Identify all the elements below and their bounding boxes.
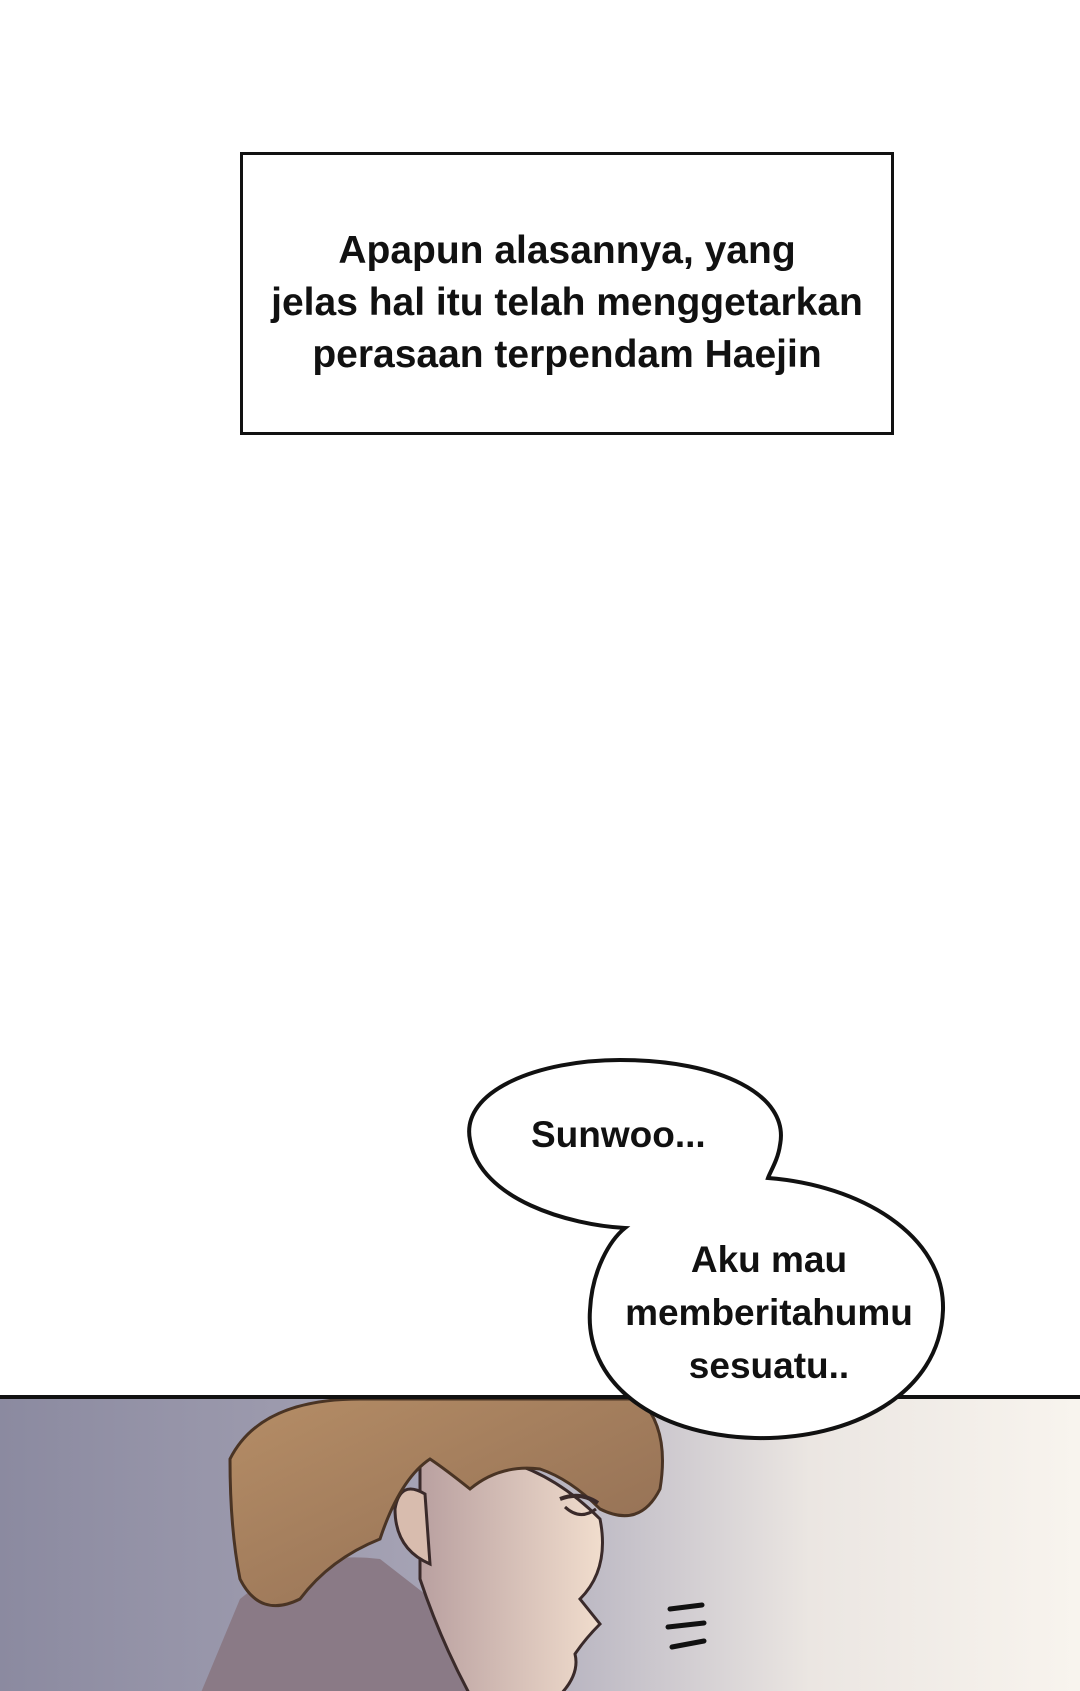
speech-bubble-2-line-1: Aku mau	[690, 1239, 848, 1280]
narration-line-3: perasaan terpendam Haejin	[312, 333, 822, 376]
speech-bubble-1-text: Sunwoo...	[531, 1114, 706, 1155]
narration-line-1: Apapun alasannya, yang	[338, 229, 796, 272]
speech-bubble-2-line-3: sesuatu..	[688, 1345, 850, 1386]
narration-line-2: jelas hal itu telah menggetarkan	[271, 281, 863, 324]
speech-bubble-2-line-2: memberitahumu	[625, 1292, 913, 1333]
